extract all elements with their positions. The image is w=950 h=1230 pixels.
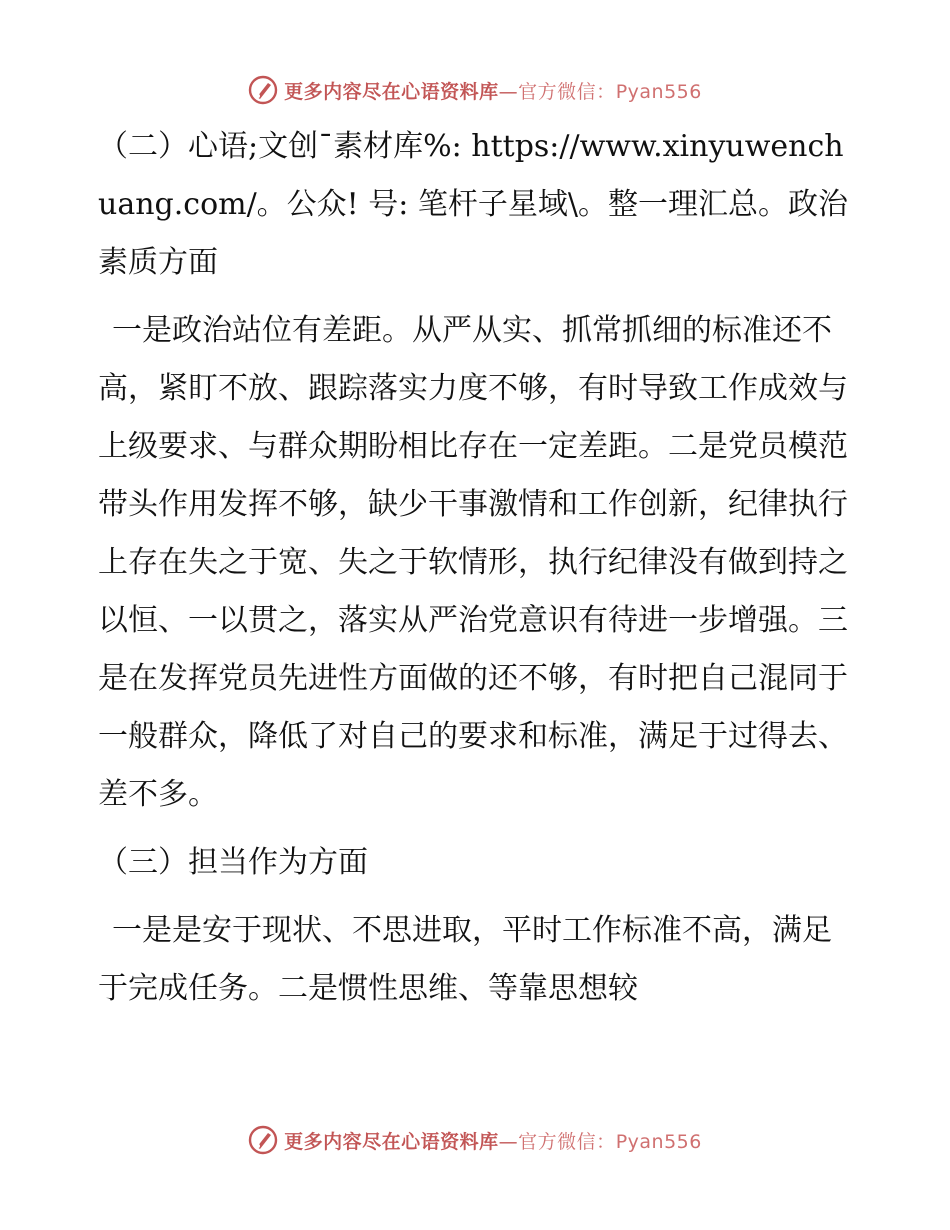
header-watermark-banner bbox=[0, 70, 950, 110]
banner-contact-label: 官方微信： bbox=[518, 80, 616, 103]
banner-contact-id: Pyan556 bbox=[615, 80, 702, 103]
banner-main-text: 更多内容尽在心语资料库 bbox=[284, 80, 499, 103]
banner-separator: — bbox=[498, 1130, 519, 1153]
paragraph-responsibility: 一是是安于现状、不思进取，平时工作标准不高，满足于完成任务。二是惯性思维、等靠思想较 bbox=[98, 913, 832, 1006]
banner-main-text: 更多内容尽在心语资料库 bbox=[284, 1130, 499, 1153]
section-heading-two: （二）心语;文创¯素材库%: https://www.xinyuwenchuang.com/。公众! 号: 笔杆子星域\。整一理汇总。政治素质方面 bbox=[98, 129, 849, 280]
pen-logo-icon bbox=[248, 75, 278, 105]
banner-text bbox=[284, 1127, 702, 1154]
banner-contact-label: 官方微信： bbox=[518, 1130, 616, 1153]
banner-contact-id: Pyan556 bbox=[615, 1130, 702, 1153]
banner-text bbox=[284, 77, 702, 104]
banner-separator: — bbox=[498, 80, 519, 103]
pen-logo-icon bbox=[248, 1125, 278, 1155]
footer-watermark-banner bbox=[0, 1120, 950, 1160]
section-heading-three: （三）担当作为方面 bbox=[98, 845, 368, 880]
document-body bbox=[98, 118, 858, 1028]
paragraph-political-quality: 一是政治站位有差距。从严从实、抓常抓细的标准还不高，紧盯不放、跟踪落实力度不够，有时导致工作成效与上级要求、与群众期盼相比存在一定差距。二是党员模范带头作用发挥不够，缺少干事激情和工作创新，纪律执行上存在失之于宽、失之于软情形，执行纪律没有做到持之以恒、一以贯之，落实从严治党意识有待进一步增强。三是在发挥党员先进性方面做的还不够，有时把自己混同于一般群众，降低了对自己的要求和标准，满足于过得去、差不多。 bbox=[98, 313, 848, 812]
